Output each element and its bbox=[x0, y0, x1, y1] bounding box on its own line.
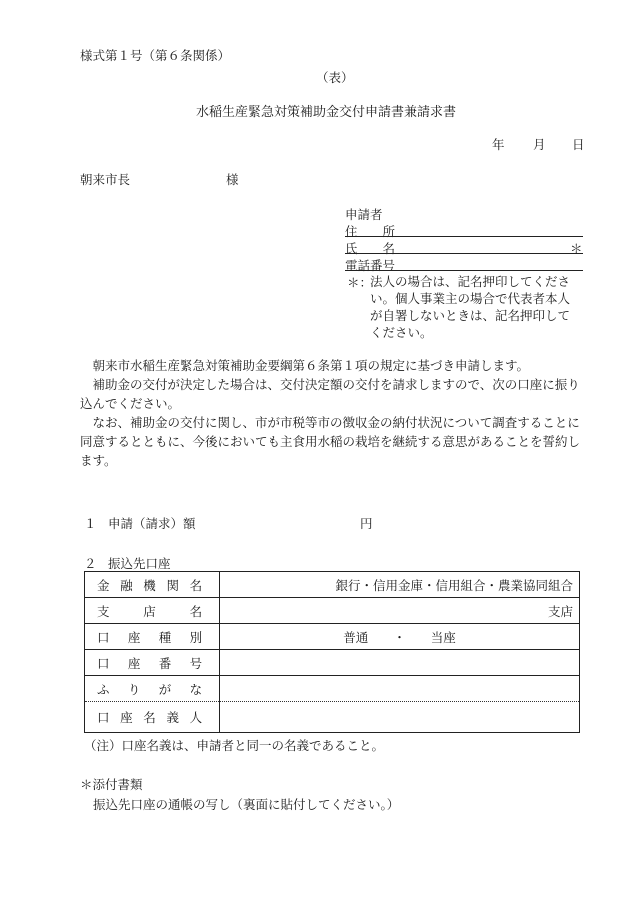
note-mark: ＊： bbox=[347, 275, 373, 290]
section1-label: 申請（請求）額 bbox=[108, 516, 196, 531]
account-holder-value[interactable] bbox=[220, 702, 580, 733]
addressee-name: 朝来市長 bbox=[80, 172, 131, 187]
account-number-label: 口座番号 bbox=[85, 650, 220, 676]
date-year: 年 bbox=[492, 137, 505, 152]
document-title: 水稲生産緊急対策補助金交付申請書兼請求書 bbox=[196, 105, 457, 120]
note-line: い。個人事業主の場合で代表者本人 bbox=[370, 291, 571, 306]
date-day: 日 bbox=[572, 137, 585, 152]
body-paragraph: 朝来市水稲生産緊急対策補助金要綱第６条第１項の規定に基づき申請します。 bbox=[92, 358, 530, 373]
account-type-label: 口座種別 bbox=[85, 624, 220, 650]
account-number-value[interactable] bbox=[220, 650, 580, 676]
attachments-item: 振込先口座の通帳の写し（裏面に貼付してください。） bbox=[93, 797, 400, 812]
table-row bbox=[85, 702, 580, 733]
addressee-honorific: 様 bbox=[226, 172, 239, 187]
name-line bbox=[345, 253, 583, 254]
bank-account-table bbox=[84, 571, 580, 733]
section2-label: 振込先口座 bbox=[108, 556, 171, 571]
attachments-heading: ＊添付書類 bbox=[80, 777, 143, 792]
phone-line bbox=[345, 270, 583, 271]
body-paragraph: 補助金の交付が決定した場合は、交付決定額の交付を請求しますので、次の口座に振り込んでください。 bbox=[80, 377, 580, 411]
applicant-heading: 申請者 bbox=[345, 207, 383, 222]
phone-label: 電話番号 bbox=[345, 258, 396, 273]
table-row bbox=[85, 624, 580, 650]
table-row bbox=[85, 650, 580, 676]
furigana-label: ふりがな bbox=[85, 676, 220, 702]
note-line: ください。 bbox=[370, 325, 433, 340]
account-holder-label: 口座名義人 bbox=[85, 702, 220, 733]
note-line: が自署しないときは、記名押印して bbox=[370, 308, 571, 323]
table-row bbox=[85, 676, 580, 702]
bank-name-label: 金融機関名 bbox=[85, 572, 220, 598]
form-number: 様式第１号（第６条関係） bbox=[80, 48, 231, 63]
table-row bbox=[85, 598, 580, 624]
table-row bbox=[85, 572, 580, 598]
applicant-note bbox=[370, 273, 584, 341]
name-mark: ＊ bbox=[570, 241, 583, 256]
note-line: 法人の場合は、記名押印してくださ bbox=[370, 274, 571, 289]
body-text bbox=[80, 356, 580, 470]
amount-unit: 円 bbox=[360, 516, 373, 531]
address-label: 住 所 bbox=[345, 224, 396, 239]
section2-number: ２ bbox=[84, 556, 97, 571]
bank-name-value[interactable]: 銀行・信用金庫・信用組合・農業協同組合 bbox=[220, 572, 580, 598]
account-type-value[interactable]: 普通 ・ 当座 bbox=[220, 624, 580, 650]
date-month: 月 bbox=[533, 137, 546, 152]
branch-value[interactable]: 支店 bbox=[220, 598, 580, 624]
name-label: 氏 名 bbox=[345, 241, 396, 256]
section1-number: １ bbox=[84, 516, 97, 531]
address-line bbox=[345, 236, 583, 237]
furigana-value[interactable] bbox=[220, 676, 580, 702]
branch-label: 支店名 bbox=[85, 598, 220, 624]
body-paragraph: なお、補助金の交付に関し、市が市税等市の徴収金の納付状況について調査することに同意するとともに、今後においても主食用水稲の栽培を継続する意思があることを誓約します。 bbox=[80, 415, 581, 468]
table-note: （注）口座名義は、申請者と同一の名義であること。 bbox=[84, 738, 385, 753]
side-label: （表） bbox=[316, 70, 354, 85]
